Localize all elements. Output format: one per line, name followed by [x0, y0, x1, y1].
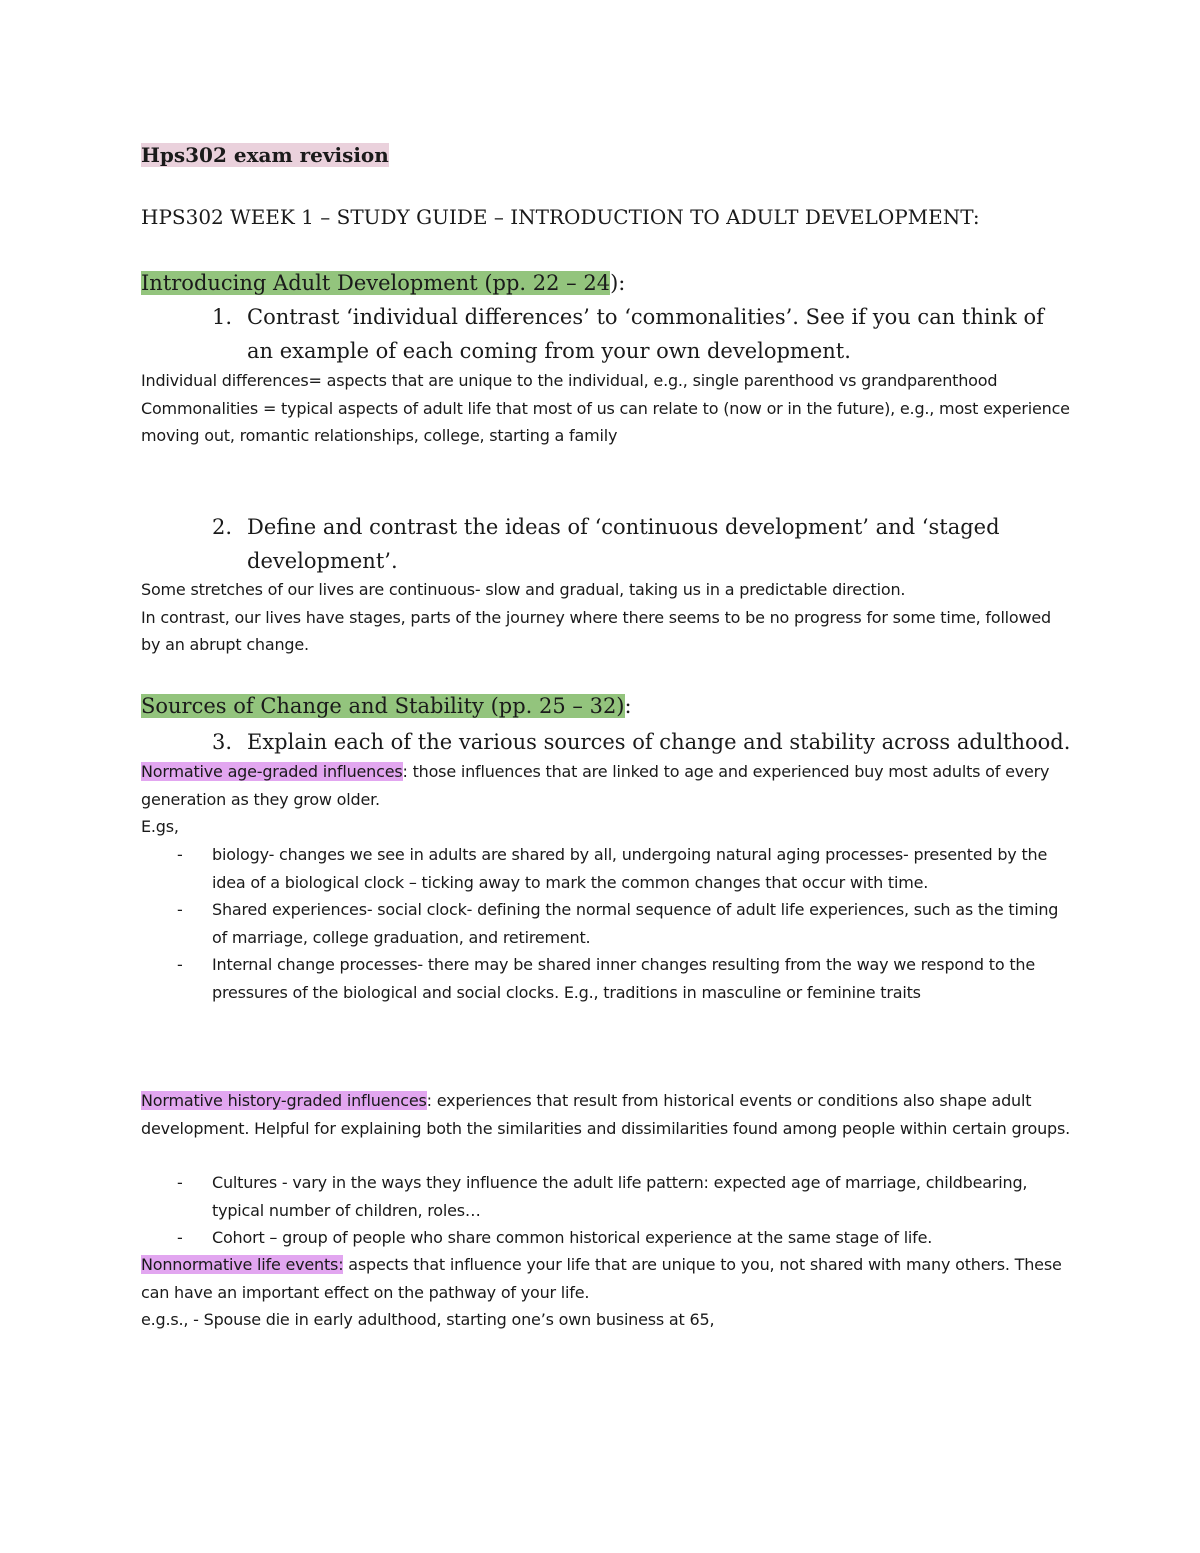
examples-label: E.gs,	[141, 817, 179, 836]
dash-bullet: -	[177, 1228, 183, 1247]
definition-text: : those influences that are linked to age and experienced buy most adults of every generation as they grow older.	[141, 762, 1050, 809]
answer-line: Some stretches of our lives are continuous- slow and gradual, taking us in a predictable direction.	[141, 580, 906, 599]
question-2	[212, 510, 1072, 578]
question-text: Explain each of the various sources of change and stability across adulthood.	[247, 730, 1071, 754]
term-highlight: Normative age-graded influences	[141, 762, 403, 781]
answer-line: In contrast, our lives have stages, parts of the journey where there seems to be no progress for some time, followed by an abrupt change.	[141, 607, 1052, 654]
dash-bullet: -	[177, 1173, 183, 1192]
section-heading-introducing	[141, 268, 625, 298]
definition-text: : experiences that result from historical events or conditions also shape adult development. Helpful for explaining both the similarities and dissimilarities found among people within certain groups.	[141, 1091, 1070, 1138]
list-item-text: Internal change processes- there may be shared inner changes resulting from the way we respond to the pressures of the biological and social clocks. E.g., traditions in masculine or feminine traits	[212, 955, 1035, 1002]
list-item	[141, 896, 1071, 951]
nonnormative-paragraph	[141, 1251, 1071, 1306]
age-graded-examples-list	[141, 841, 1071, 1006]
list-item	[141, 951, 1071, 1006]
section-heading-sources	[141, 691, 632, 721]
question-1	[212, 300, 1072, 368]
term-definition	[141, 758, 1071, 813]
normative-history-graded-paragraph	[141, 1087, 1071, 1142]
question-text: Define and contrast the ideas of ‘continuous development’ and ‘staged development’.	[247, 515, 1000, 573]
answer-2	[141, 576, 1071, 659]
study-guide-heading: HPS302 WEEK 1 – STUDY GUIDE – INTRODUCTION TO ADULT DEVELOPMENT:	[141, 205, 980, 229]
answer-1	[141, 367, 1071, 450]
dash-bullet: -	[177, 845, 183, 864]
question-number: 1.	[212, 305, 233, 329]
title-highlight: Hps302 exam revision	[141, 143, 389, 167]
examples-line: e.g.s., - Spouse die in early adulthood, starting one’s own business at 65,	[141, 1310, 715, 1329]
list-item-text: Cohort – group of people who share common historical experience at the same stage of life.	[212, 1228, 933, 1247]
section-heading-tail: :	[624, 694, 632, 718]
list-item-text: biology- changes we see in adults are shared by all, undergoing natural aging processes- presented by the idea of a biological clock – ticking away to mark the common changes that occur with time.	[212, 845, 1048, 892]
question-number: 2.	[212, 515, 233, 539]
history-graded-examples-list	[141, 1169, 1071, 1252]
section-heading-tail: ):	[610, 271, 626, 295]
section-highlight: Introducing Adult Development (pp. 22 – 24	[141, 271, 611, 295]
list-item	[141, 841, 1071, 896]
question-3	[212, 725, 1072, 759]
list-item	[141, 1169, 1071, 1224]
list-item-text: Shared experiences- social clock- defining the normal sequence of adult life experiences, such as the timing of marriage, college graduation, and retirement.	[212, 900, 1059, 947]
question-text: Contrast ‘individual differences’ to ‘commonalities’. See if you can think of an example of each coming from your own development.	[247, 305, 1044, 363]
term-highlight: Normative history-graded influences	[141, 1091, 427, 1110]
question-number: 3.	[212, 730, 233, 754]
section-highlight: Sources of Change and Stability (pp. 25 – 32)	[141, 694, 625, 718]
term-highlight: Nonnormative life events:	[141, 1255, 344, 1274]
answer-line: Individual differences= aspects that are unique to the individual, e.g., single parenthood vs grandparenthood	[141, 371, 998, 390]
list-item	[141, 1224, 1071, 1252]
list-item-text: Cultures - vary in the ways they influence the adult life pattern: expected age of marriage, childbearing, typical number of children, roles…	[212, 1173, 1028, 1220]
dash-bullet: -	[177, 900, 183, 919]
definition-text: aspects that influence your life that are unique to you, not shared with many others. These can have an important effect on the pathway of your life.	[141, 1255, 1062, 1302]
normative-age-graded-paragraph	[141, 758, 1071, 841]
answer-line: Commonalities = typical aspects of adult life that most of us can relate to (now or in the future), e.g., most experience moving out, romantic relationships, college, starting a family	[141, 398, 1070, 445]
dash-bullet: -	[177, 955, 183, 974]
document-title	[141, 140, 389, 170]
